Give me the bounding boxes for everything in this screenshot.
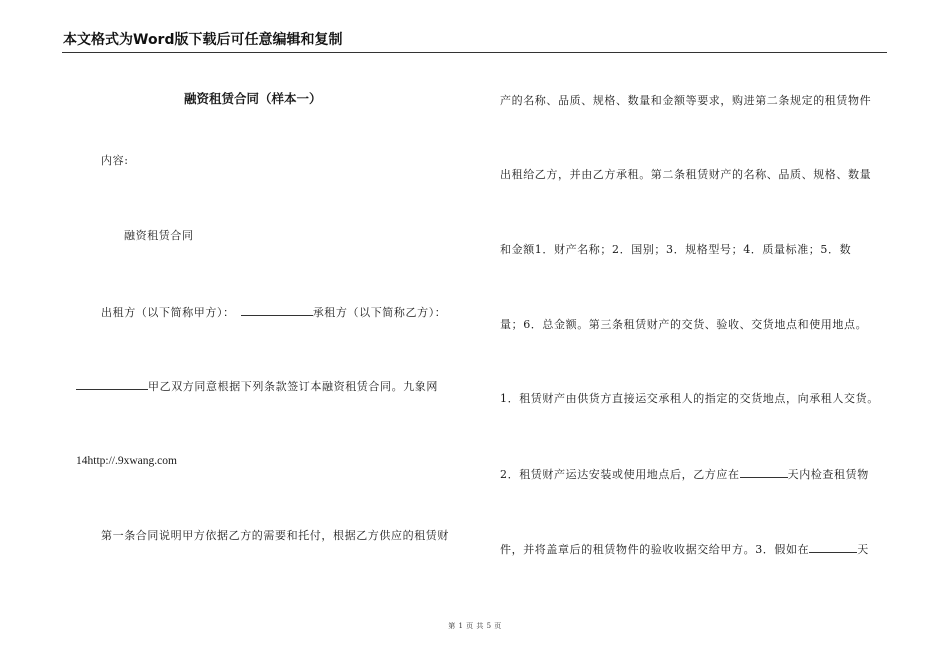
right-text-line-2: 出租给乙方，并由乙方承租。第二条租赁财产的名称、品质、规格、数量 xyxy=(500,168,872,181)
receipt-clause-suffix: 天 xyxy=(857,543,869,556)
lessee-label: 承租方（以下简称乙方）： xyxy=(312,306,447,319)
inspection-clause-prefix: 2．租赁财产运达安装或使用地点后，乙方应在 xyxy=(500,468,740,481)
page-number-footer: 第 1 页 共 5 页 xyxy=(448,622,502,630)
inspection-clause-suffix: 天内检查租赁物 xyxy=(787,468,869,481)
contract-subtitle: 融资租赁合同 xyxy=(124,229,194,242)
lessor-label: 出租方（以下简称甲方）： xyxy=(101,306,235,319)
agreement-line xyxy=(76,378,438,395)
right-text-line-4: 量；6．总金额。第三条租赁财产的交货、验收、交货地点和使用地点。 xyxy=(500,318,868,331)
source-url: 14http://.9xwang.com xyxy=(76,455,177,467)
right-text-line-7 xyxy=(500,541,869,558)
header-divider xyxy=(62,52,887,53)
lessee-name-blank xyxy=(76,378,148,390)
document-title: 融资租赁合同（样本一） xyxy=(184,91,322,106)
right-text-line-5: 1．租赁财产由供货方直接运交承租人的指定的交货地点，向承租人交货。 xyxy=(500,392,879,405)
article-one-start: 第一条合同说明甲方依据乙方的需要和托付，根据乙方供应的租赁财 xyxy=(101,529,449,542)
right-text-line-1: 产的名称、品质、规格、数量和金额等要求，购进第二条规定的租赁物件 xyxy=(500,94,872,107)
deadline-days-blank xyxy=(809,541,857,553)
inspection-days-blank xyxy=(740,466,788,478)
agreement-text: 甲乙双方同意根据下列条款签订本融资租赁合同。九象网 xyxy=(148,380,438,393)
receipt-clause-prefix: 件，并将盖章后的租赁物件的验收收据交给甲方。3．假如在 xyxy=(500,543,810,556)
right-text-line-3: 和金额1．财产名称；2．国别；3．规格型号；4．质量标准；5．数 xyxy=(500,243,852,256)
content-label: 内容: xyxy=(101,154,129,167)
parties-line xyxy=(101,304,446,321)
right-text-line-6 xyxy=(500,466,869,483)
document-header-banner: 本文格式为Word版下载后可任意编辑和复制 xyxy=(63,32,343,48)
lessor-name-blank xyxy=(241,304,313,316)
